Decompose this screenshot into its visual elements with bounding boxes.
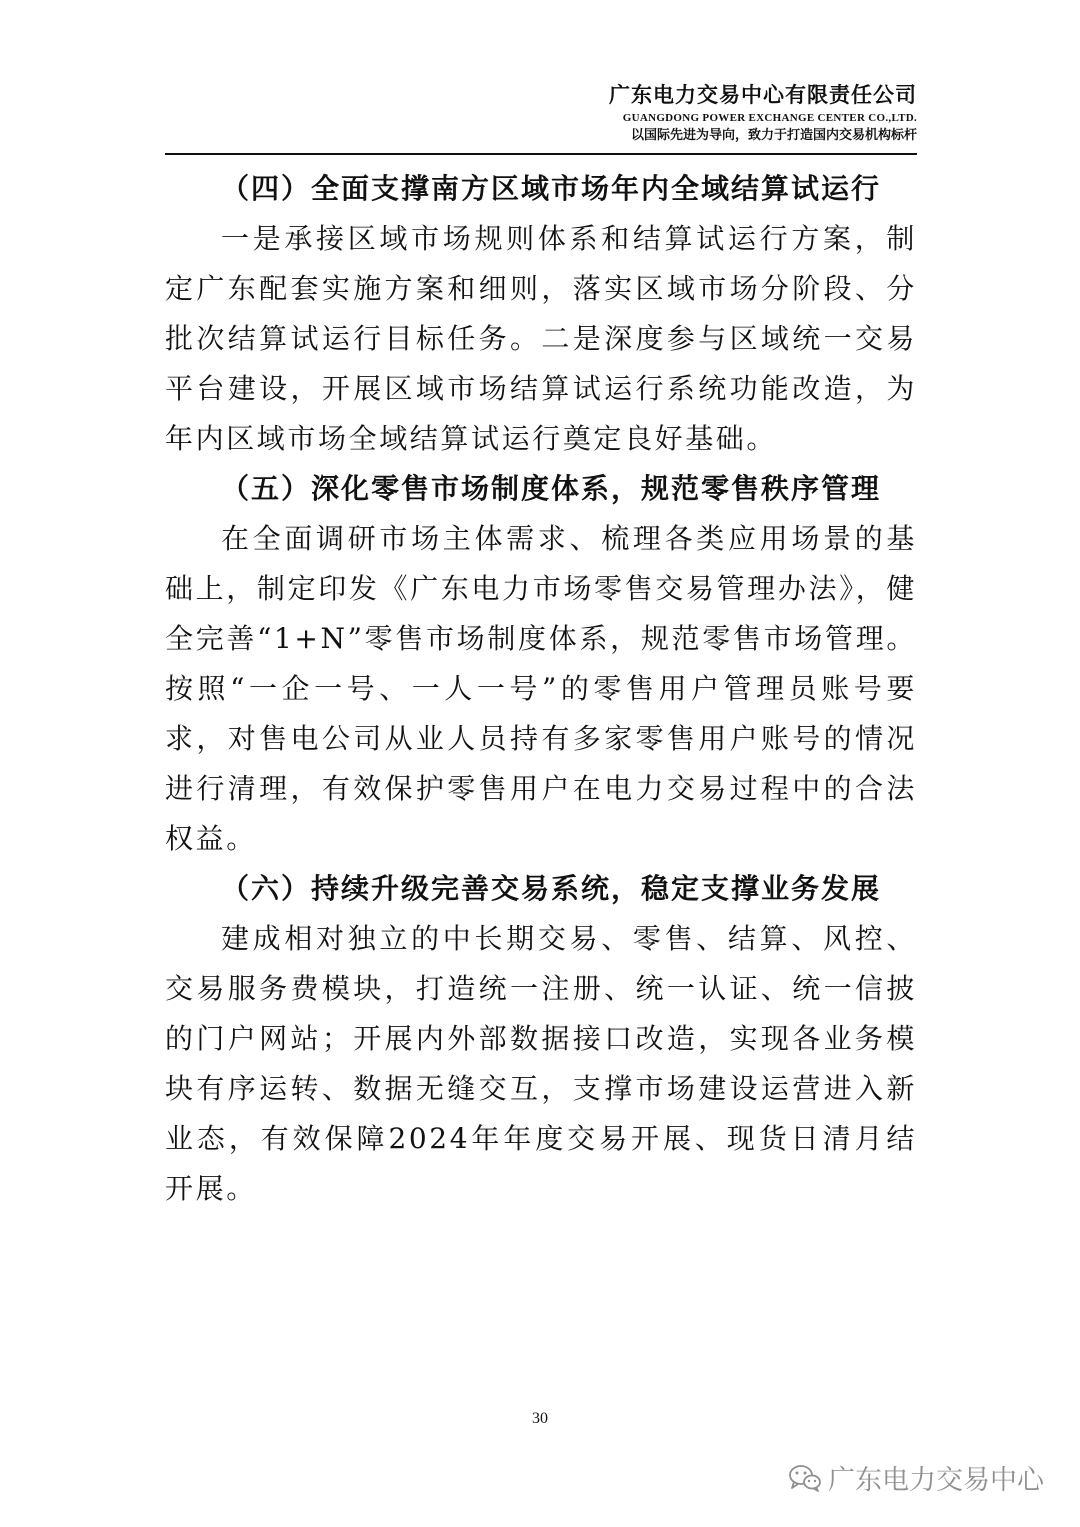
page-number: 30: [532, 1410, 548, 1427]
section-paragraph-4: 一是承接区域市场规则体系和结算试运行方案，制定广东配套实施方案和细则，落实区域市场分阶段、分批次结算试运行目标任务。二是深度参与区域统一交易平台建设，开展区域市场结算试运行系统功能改造，为年内区域市场全域结算试运行奠定良好基础。: [165, 222, 917, 455]
watermark-text: 广东电力交易中心: [828, 1465, 1044, 1496]
section-paragraph-5: 在全面调研市场主体需求、梳理各类应用场景的基础上，制定印发《广东电力市场零售交易管理办法》，健全完善“1+N”零售市场制度体系，规范零售市场管理。按照“一企一号、一人一号”的零售用户管理员账号要求，对售电公司从业人员持有多家零售用户账号的情况进行清理，有效保护零售用户在电力交易过程中的合法权益。: [165, 522, 917, 855]
section-heading-5: （五）深化零售市场制度体系，规范零售秩序管理: [221, 472, 882, 505]
header-divider: [165, 153, 917, 155]
section-heading-4: （四）全面支撑南方区域市场年内全域结算试运行: [221, 172, 882, 205]
document-header: [165, 82, 917, 145]
section-heading-6: （六）持续升级完善交易系统，稳定支撑业务发展: [221, 872, 882, 905]
wechat-watermark: [788, 1458, 1044, 1497]
wechat-icon: [788, 1463, 822, 1493]
company-slogan: 以国际先进为导向，致力于打造国内交易机构标杆: [630, 128, 917, 143]
company-name-en: GUANGDONG POWER EXCHANGE CENTER CO.,LTD.: [622, 112, 917, 124]
company-name: 广东电力交易中心有限责任公司: [609, 83, 917, 107]
section-paragraph-6: 建成相对独立的中长期交易、零售、结算、风控、交易服务费模块，打造统一注册、统一认证、统一信披的门户网站；开展内外部数据接口改造，实现各业务模块有序运转、数据无缝交互，支撑市场建设运营进入新业态，有效保障2024年年度交易开展、现货日清月结开展。: [165, 922, 917, 1205]
document-body: [165, 164, 917, 1214]
